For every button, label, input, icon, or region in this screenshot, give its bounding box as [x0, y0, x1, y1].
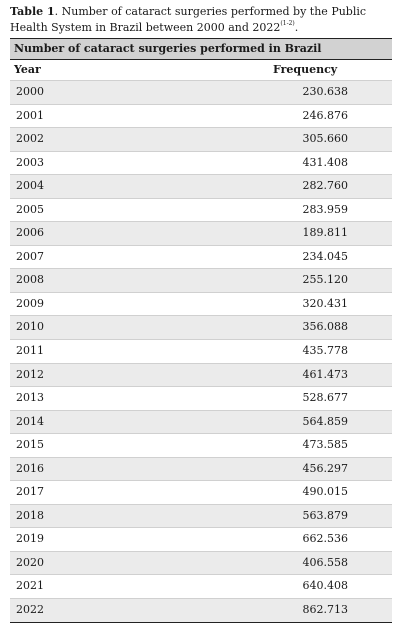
- table-row: [10, 574, 392, 598]
- cell-frequency: 283.959: [302, 202, 348, 216]
- cell-year: 2018: [16, 508, 44, 522]
- table-row: [10, 315, 392, 339]
- table-row: [10, 268, 392, 292]
- cell-year: 2014: [16, 414, 44, 428]
- column-header-year: Year: [14, 63, 41, 76]
- table-row: [10, 339, 392, 363]
- cell-year: 2019: [16, 532, 44, 546]
- table-row: [10, 386, 392, 410]
- cell-year: 2010: [16, 320, 44, 334]
- table-row: [10, 363, 392, 387]
- cell-year: 2008: [16, 273, 44, 287]
- data-table: [10, 38, 392, 623]
- table-row: [10, 80, 392, 104]
- table-caption: [10, 4, 396, 36]
- cell-frequency: 490.015: [302, 485, 348, 499]
- table-row: [10, 151, 392, 175]
- table-column-header: [10, 60, 392, 80]
- cell-frequency: 435.778: [302, 344, 348, 358]
- cell-frequency: 230.638: [302, 85, 348, 98]
- cell-year: 2002: [16, 132, 44, 146]
- cell-year: 2020: [16, 555, 44, 569]
- table-row: [10, 221, 392, 245]
- caption-label: Table 1: [10, 5, 55, 18]
- cell-frequency: 234.045: [302, 249, 348, 263]
- cell-frequency: 528.677: [302, 391, 348, 405]
- table-row: [10, 174, 392, 198]
- table-row: [10, 527, 392, 551]
- table-row: [10, 127, 392, 151]
- cell-year: 2003: [16, 155, 44, 169]
- cell-frequency: 662.536: [302, 532, 348, 546]
- cell-frequency: 356.088: [302, 320, 348, 334]
- table-row: [10, 433, 392, 457]
- table-row: [10, 457, 392, 481]
- cell-frequency: 461.473: [302, 367, 348, 381]
- cell-year: 2011: [16, 344, 44, 358]
- caption-end: .: [294, 21, 299, 34]
- cell-frequency: 431.408: [302, 155, 348, 169]
- cell-frequency: 255.120: [302, 273, 348, 287]
- cell-year: 2021: [16, 579, 44, 593]
- cell-frequency: 282.760: [302, 179, 348, 193]
- table-row: [10, 480, 392, 504]
- table-row: [10, 292, 392, 316]
- table-row: [10, 504, 392, 528]
- cell-frequency: 406.558: [302, 555, 348, 569]
- cell-frequency: 640.408: [302, 579, 348, 593]
- table-row: [10, 245, 392, 269]
- table-group-header: Number of cataract surgeries performed in Brazil: [10, 39, 392, 60]
- cell-year: 2017: [16, 485, 44, 499]
- cell-year: 2022: [16, 603, 44, 617]
- cell-year: 2001: [16, 108, 44, 122]
- cell-year: 2009: [16, 296, 44, 310]
- cell-frequency: 862.713: [302, 603, 348, 617]
- cell-year: 2016: [16, 461, 44, 475]
- table-body: [10, 80, 392, 622]
- cell-year: 2004: [16, 179, 44, 193]
- cell-year: 2015: [16, 438, 44, 452]
- cell-year: 2007: [16, 249, 44, 263]
- cell-year: 2013: [16, 391, 44, 405]
- cell-year: 2012: [16, 367, 44, 381]
- table-row: [10, 198, 392, 222]
- cell-year: 2006: [16, 226, 44, 240]
- cell-year: 2000: [16, 85, 44, 98]
- table-row: [10, 598, 392, 622]
- cell-frequency: 564.859: [302, 414, 348, 428]
- table-row: [10, 551, 392, 575]
- cell-year: 2005: [16, 202, 44, 216]
- cell-frequency: 473.585: [302, 438, 348, 452]
- cell-frequency: 246.876: [302, 108, 348, 122]
- caption-text: . Number of cataract surgeries performed by the Public Health System in Brazil between 2000 and 2022: [10, 5, 367, 34]
- cell-frequency: 563.879: [302, 508, 348, 522]
- cell-frequency: 189.811: [302, 226, 348, 240]
- column-header-frequency: Frequency: [273, 63, 338, 76]
- caption-references: (1-2): [280, 20, 295, 28]
- cell-frequency: 320.431: [302, 296, 348, 310]
- cell-frequency: 305.660: [302, 132, 348, 146]
- cell-frequency: 456.297: [302, 461, 348, 475]
- table-row: [10, 104, 392, 128]
- table-row: [10, 410, 392, 434]
